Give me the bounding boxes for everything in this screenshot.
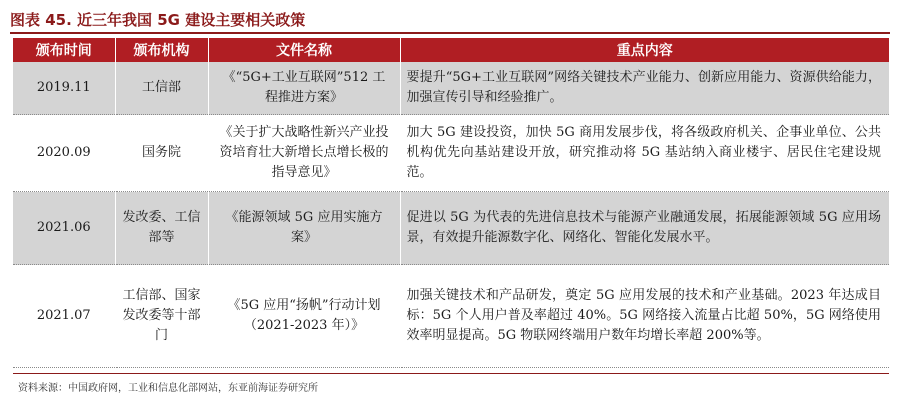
title-bar	[10, 6, 890, 34]
cell-document: 《能源领域 5G 应用实施方案》	[208, 192, 400, 265]
header-time: 颁布时间	[13, 38, 115, 62]
table-header-row	[13, 38, 889, 62]
cell-document: 《关于扩大战略性新兴产业投资培育壮大新增长点增长极的指导意见》	[208, 115, 400, 192]
table-row	[13, 192, 889, 265]
header-agency: 颁布机构	[115, 38, 208, 62]
cell-document: 《5G 应用“扬帆”行动计划（2021-2023 年）》	[208, 265, 400, 368]
cell-content: 要提升“5G+工业互联网”网络关键技术产业能力、创新应用能力、资源供给能力，加强宣传引导和经验推广。	[400, 62, 889, 115]
header-content: 重点内容	[400, 38, 889, 62]
cell-time: 2020.09	[13, 115, 115, 192]
cell-time: 2021.06	[13, 192, 115, 265]
cell-time: 2021.07	[13, 265, 115, 368]
cell-content: 促进以 5G 为代表的先进信息技术与能源产业融通发展，拓展能源领域 5G 应用场景，有效提升能源数字化、网络化、智能化发展水平。	[400, 192, 889, 265]
cell-time: 2019.11	[13, 62, 115, 115]
cell-agency: 国务院	[115, 115, 208, 192]
bottom-rule	[13, 373, 889, 374]
table-row	[13, 265, 889, 368]
cell-agency: 工信部	[115, 62, 208, 115]
cell-document: 《“5G+工业互联网”512 工程推进方案》	[208, 62, 400, 115]
figure-title: 图表 45. 近三年我国 5G 建设主要相关政策	[10, 11, 306, 29]
table-row	[13, 62, 889, 115]
cell-content: 加强关键技术和产品研发，奠定 5G 应用发展的技术和产业基础。2023 年达成目标：5G 个人用户普及率超过 40%。5G 网络接入流量占比超 50%，5G 网络使用效率明显提高。5G 物联网终端用户数年均增长率超 200%等。	[400, 265, 889, 368]
table-row	[13, 115, 889, 192]
header-document: 文件名称	[208, 38, 400, 62]
cell-agency: 发改委、工信部等	[115, 192, 208, 265]
policy-table	[13, 38, 889, 368]
cell-content: 加大 5G 建设投资，加快 5G 商用发展步伐，将各级政府机关、企事业单位、公共机构优先向基站建设开放，研究推动将 5G 基站纳入商业楼宇、居民住宅建设规范。	[400, 115, 889, 192]
cell-agency: 工信部、国家发改委等十部门	[115, 265, 208, 368]
source-note: 资料来源：中国政府网，工业和信息化部网站，东亚前海证券研究所	[18, 383, 318, 394]
